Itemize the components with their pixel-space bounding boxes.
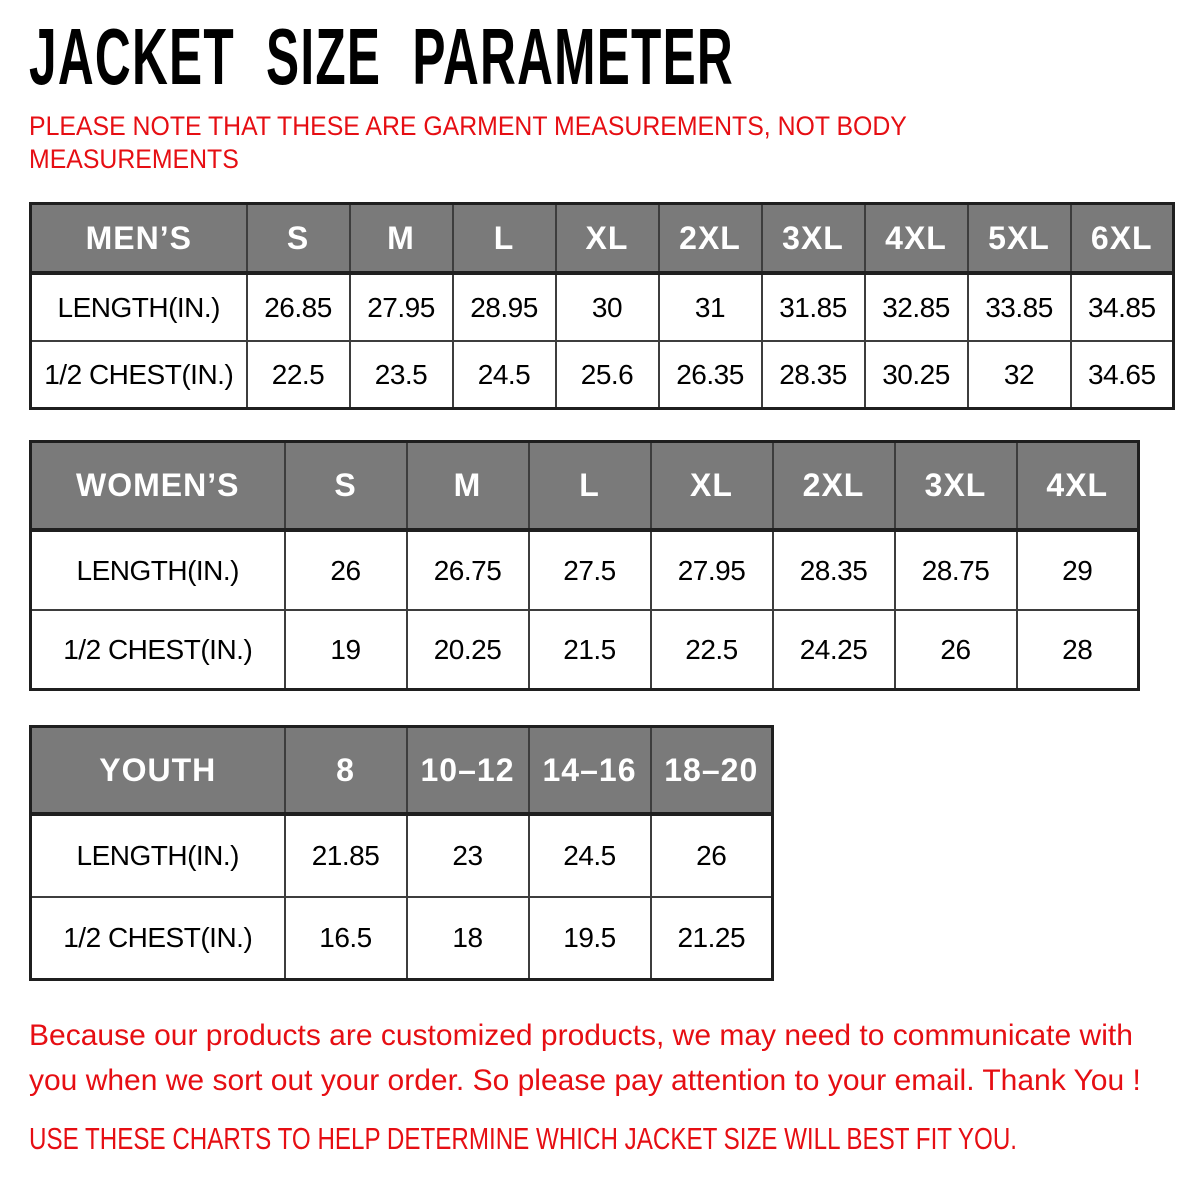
mens-size-header: XL	[556, 204, 659, 274]
youth-chest-label: 1/2 CHEST(IN.)	[31, 897, 285, 980]
womens-length-value: 28.75	[895, 530, 1017, 610]
youth-length-row	[31, 814, 773, 897]
mens-chest-row	[31, 341, 1174, 409]
mens-chest-value: 32	[968, 341, 1071, 409]
garment-measurement-note: PLEASE NOTE THAT THESE ARE GARMENT MEASUREMENTS, NOT BODY MEASUREMENTS	[29, 111, 907, 174]
mens-size-header: S	[247, 204, 350, 274]
womens-length-value: 27.5	[529, 530, 651, 610]
mens-chest-value: 30.25	[865, 341, 968, 409]
mens-length-label: LENGTH(IN.)	[31, 273, 247, 341]
mens-size-header: 4XL	[865, 204, 968, 274]
womens-chest-value: 24.25	[773, 610, 895, 690]
womens-chest-value: 28	[1017, 610, 1139, 690]
mens-length-value: 31.85	[762, 273, 865, 341]
mens-length-value: 30	[556, 273, 659, 341]
womens-table-title: WOMEN’S	[31, 442, 285, 531]
mens-chest-label: 1/2 CHEST(IN.)	[31, 341, 247, 409]
chart-usage-note: USE THESE CHARTS TO HELP DETERMINE WHICH JACKET SIZE WILL BEST FIT YOU.	[29, 1121, 1018, 1156]
page-title: JACKET SIZE PARAMETER	[29, 12, 734, 101]
mens-chest-value: 24.5	[453, 341, 556, 409]
womens-chest-value: 26	[895, 610, 1017, 690]
mens-length-value: 34.85	[1071, 273, 1174, 341]
womens-size-header: 3XL	[895, 442, 1017, 531]
youth-chest-row	[31, 897, 773, 980]
mens-size-header: L	[453, 204, 556, 274]
womens-chest-value: 19	[285, 610, 407, 690]
womens-length-value: 26.75	[407, 530, 529, 610]
mens-length-value: 27.95	[350, 273, 453, 341]
womens-size-header: S	[285, 442, 407, 531]
womens-size-header: 2XL	[773, 442, 895, 531]
mens-header-row	[31, 204, 1174, 274]
youth-length-value: 23	[407, 814, 529, 897]
mens-length-value: 32.85	[865, 273, 968, 341]
mens-chest-value: 28.35	[762, 341, 865, 409]
womens-length-row	[31, 530, 1139, 610]
mens-length-value: 31	[659, 273, 762, 341]
mens-table-title: MEN’S	[31, 204, 247, 274]
youth-table-title: YOUTH	[31, 727, 285, 815]
customization-notice: Because our products are customized products, we may need to communicate with you when we sort out your order. So please pay attention to your email. Thank You !	[29, 1019, 1141, 1097]
youth-length-value: 21.85	[285, 814, 407, 897]
womens-length-value: 27.95	[651, 530, 773, 610]
youth-size-header: 18–20	[651, 727, 773, 815]
womens-length-label: LENGTH(IN.)	[31, 530, 285, 610]
youth-size-header: 8	[285, 727, 407, 815]
youth-size-table	[29, 725, 774, 981]
womens-chest-value: 22.5	[651, 610, 773, 690]
womens-length-value: 28.35	[773, 530, 895, 610]
mens-size-header: 5XL	[968, 204, 1071, 274]
youth-size-header: 14–16	[529, 727, 651, 815]
womens-length-value: 29	[1017, 530, 1139, 610]
mens-length-value: 26.85	[247, 273, 350, 341]
mens-size-header: 3XL	[762, 204, 865, 274]
mens-chest-value: 34.65	[1071, 341, 1174, 409]
mens-length-row	[31, 273, 1174, 341]
youth-chest-value: 16.5	[285, 897, 407, 980]
womens-size-header: L	[529, 442, 651, 531]
mens-length-value: 28.95	[453, 273, 556, 341]
mens-size-header: 6XL	[1071, 204, 1174, 274]
womens-chest-row	[31, 610, 1139, 690]
youth-length-label: LENGTH(IN.)	[31, 814, 285, 897]
womens-size-table	[29, 440, 1140, 691]
mens-size-header: 2XL	[659, 204, 762, 274]
womens-size-header: XL	[651, 442, 773, 531]
youth-chest-value: 18	[407, 897, 529, 980]
youth-length-value: 26	[651, 814, 773, 897]
womens-header-row	[31, 442, 1139, 531]
youth-size-header: 10–12	[407, 727, 529, 815]
youth-chest-value: 19.5	[529, 897, 651, 980]
youth-length-value: 24.5	[529, 814, 651, 897]
womens-chest-value: 21.5	[529, 610, 651, 690]
mens-size-header: M	[350, 204, 453, 274]
mens-chest-value: 22.5	[247, 341, 350, 409]
mens-size-table	[29, 202, 1175, 410]
mens-chest-value: 25.6	[556, 341, 659, 409]
mens-length-value: 33.85	[968, 273, 1071, 341]
youth-header-row	[31, 727, 773, 815]
mens-chest-value: 26.35	[659, 341, 762, 409]
womens-chest-value: 20.25	[407, 610, 529, 690]
youth-chest-value: 21.25	[651, 897, 773, 980]
mens-chest-value: 23.5	[350, 341, 453, 409]
womens-size-header: 4XL	[1017, 442, 1139, 531]
womens-size-header: M	[407, 442, 529, 531]
womens-length-value: 26	[285, 530, 407, 610]
womens-chest-label: 1/2 CHEST(IN.)	[31, 610, 285, 690]
